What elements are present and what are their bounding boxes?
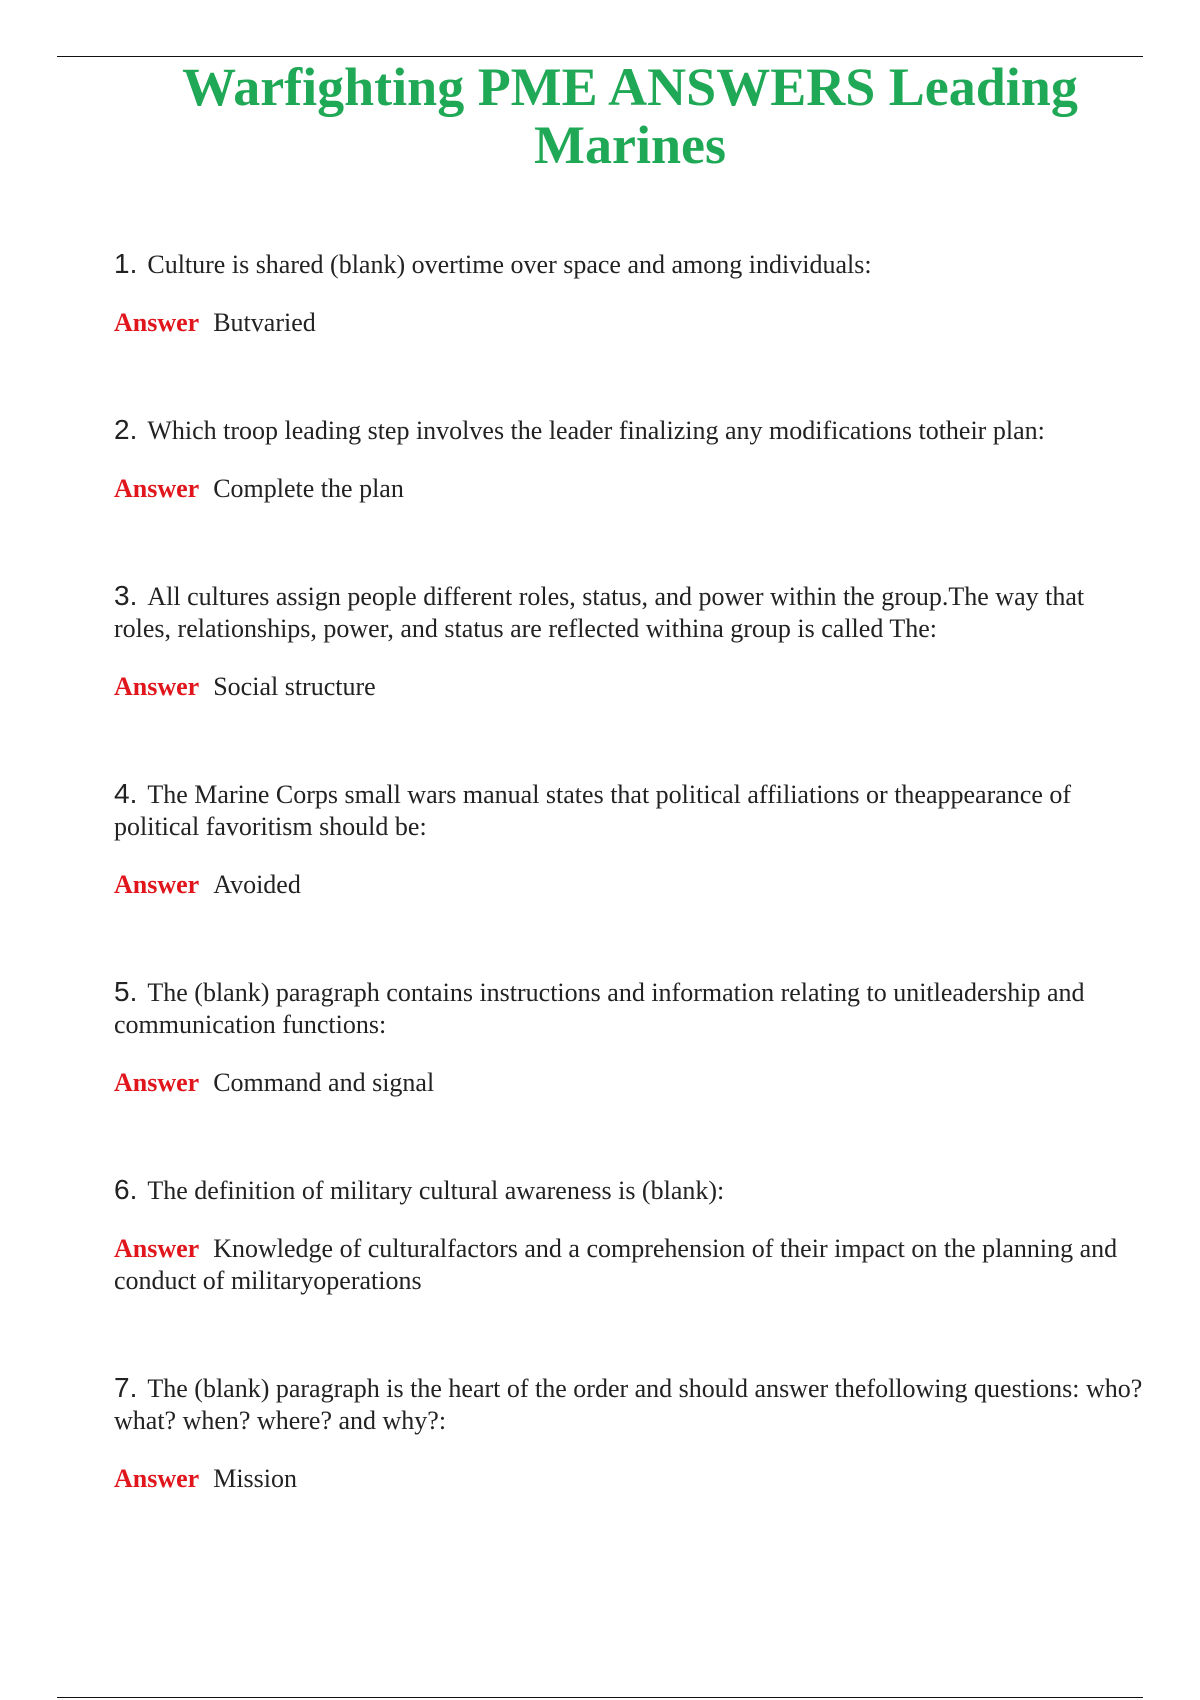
answer-text: Knowledge of culturalfactors and a comprehension of their impact on the planning and conduct of militaryoperations xyxy=(114,1234,1118,1295)
qa-item xyxy=(114,414,1144,505)
answer-text: Social structure xyxy=(213,672,376,701)
qa-item xyxy=(114,580,1144,703)
answer xyxy=(114,473,1144,505)
question-number: 4. xyxy=(114,778,138,809)
answer-label: Answer xyxy=(114,1068,200,1097)
question-text: Which troop leading step involves the leader finalizing any modifications totheir plan: xyxy=(147,416,1045,445)
document-title: Warfighting PME ANSWERS Leading Marines xyxy=(182,57,1078,175)
answer-text: Mission xyxy=(213,1464,298,1493)
bottom-rule xyxy=(57,1697,1143,1698)
question xyxy=(114,976,1144,1041)
question-text: The (blank) paragraph contains instructions and information relating to unitleadership and communication functions: xyxy=(114,978,1085,1039)
answer xyxy=(114,307,1144,339)
answer-label: Answer xyxy=(114,1234,200,1263)
answer xyxy=(114,869,1144,901)
answer-label: Answer xyxy=(114,870,200,899)
answer xyxy=(114,1233,1144,1297)
question xyxy=(114,580,1144,645)
question xyxy=(114,248,1144,281)
answer xyxy=(114,1463,1144,1495)
question-text: Culture is shared (blank) overtime over space and among individuals: xyxy=(147,250,872,279)
answer-label: Answer xyxy=(114,1464,200,1493)
answer xyxy=(114,671,1144,703)
answer xyxy=(114,1067,1144,1099)
answer-text: Command and signal xyxy=(213,1068,435,1097)
question-number: 5. xyxy=(114,976,138,1007)
qa-item xyxy=(114,1372,1144,1495)
question xyxy=(114,414,1144,447)
question-number: 2. xyxy=(114,414,138,445)
question-number: 1. xyxy=(114,248,138,279)
qa-item xyxy=(114,976,1144,1099)
question-text: The definition of military cultural awareness is (blank): xyxy=(147,1176,725,1205)
answer-label: Answer xyxy=(114,672,200,701)
answer-text: Avoided xyxy=(213,870,301,899)
question xyxy=(114,778,1144,843)
question xyxy=(114,1174,1144,1207)
qa-item xyxy=(114,248,1144,339)
question-number: 3. xyxy=(114,580,138,611)
question xyxy=(114,1372,1144,1437)
answer-text: Complete the plan xyxy=(213,474,404,503)
answer-label: Answer xyxy=(114,474,200,503)
question-text: All cultures assign people different roles, status, and power within the group.The way that roles, relationships, power, and status are reflected withina group is called The: xyxy=(114,582,1085,643)
answer-text: Butvaried xyxy=(213,308,316,337)
qa-item xyxy=(114,1174,1144,1297)
answer-label: Answer xyxy=(114,308,200,337)
question-text: The Marine Corps small wars manual states that political affiliations or theappearance of political favoritism should be: xyxy=(114,780,1072,841)
question-text: The (blank) paragraph is the heart of the order and should answer thefollowing questions: who? what? when? where? and why?: xyxy=(114,1374,1143,1435)
qa-item xyxy=(114,778,1144,901)
question-number: 6. xyxy=(114,1174,138,1205)
question-number: 7. xyxy=(114,1372,138,1403)
